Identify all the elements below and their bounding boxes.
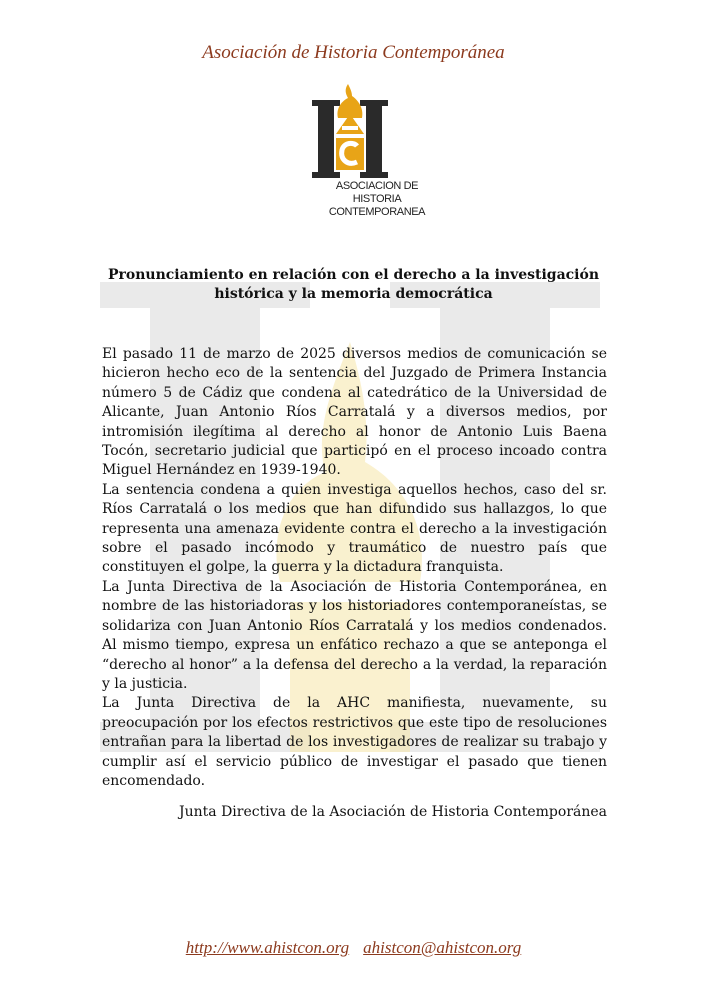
logo-caption-line2: HISTORIA [352, 193, 402, 205]
header-title: Asociación de Historia Contemporánea [202, 42, 505, 63]
email-link[interactable]: ahistcon@ahistcon.org [363, 938, 522, 957]
heading-line1: Pronunciamiento en relación con el derecho a la investigación [108, 267, 599, 283]
paragraph-1: El pasado 11 de marzo de 2025 diversos medios de comunicación se hicieron hecho eco de la sentencia del Juzgado de Primera Instancia número 5 de Cádiz que condena al catedrático de la Universidad de Alicante, Juan Antonio Ríos Carratalá y a diversos medios, por intromisión ilegítima al derecho al honor de Antonio Luis Baena Tocón, secretario judicial que participó en el proceso incoado contra Miguel Hernández en 1939-1940. [102, 346, 607, 479]
paragraph-4: La Junta Directiva de la AHC manifiesta, nuevamente, su preocupación por los efectos restrictivos que este tipo de resoluciones entrañan para la libertad de los investigadores de realizar su trabajo y cumplir así el servicio público de investigar el pasado que tienen encomendado. [102, 695, 607, 789]
signature: Junta Directiva de la Asociación de Historia Contemporánea [179, 804, 607, 820]
logo-caption-line1: ASOCIACION DE [335, 180, 419, 192]
footer [0, 938, 707, 958]
paragraph-2: La sentencia condena a quien investiga aquellos hechos, caso del sr. Ríos Carratalá o los medios que han difundido sus hallazgos, lo que representa una amenaza evidente contra el derecho a la investigación sobre el pasado incómodo y traumático de nuestro país que constituyen el golpe, la guerra y la dictadura franquista. [102, 481, 607, 576]
document-body [102, 345, 607, 791]
document-heading [100, 266, 607, 304]
logo-caption-line3: CONTEMPORANEA [328, 206, 426, 218]
website-link[interactable]: http://www.ahistcon.org [185, 938, 350, 957]
heading-line2: histórica y la memoria democrática [214, 286, 493, 302]
paragraph-3: La Junta Directiva de la Asociación de Historia Contemporánea, en nombre de las historiadoras y los historiadores contemporaneístas, se solidariza con Juan Antonio Ríos Carratalá y los medios condenados. Al mismo tiempo, expresa un enfático rechazo a que se anteponga el “derecho al honor” a la defensa del derecho a la verdad, la reparación y la justicia. [102, 578, 607, 692]
